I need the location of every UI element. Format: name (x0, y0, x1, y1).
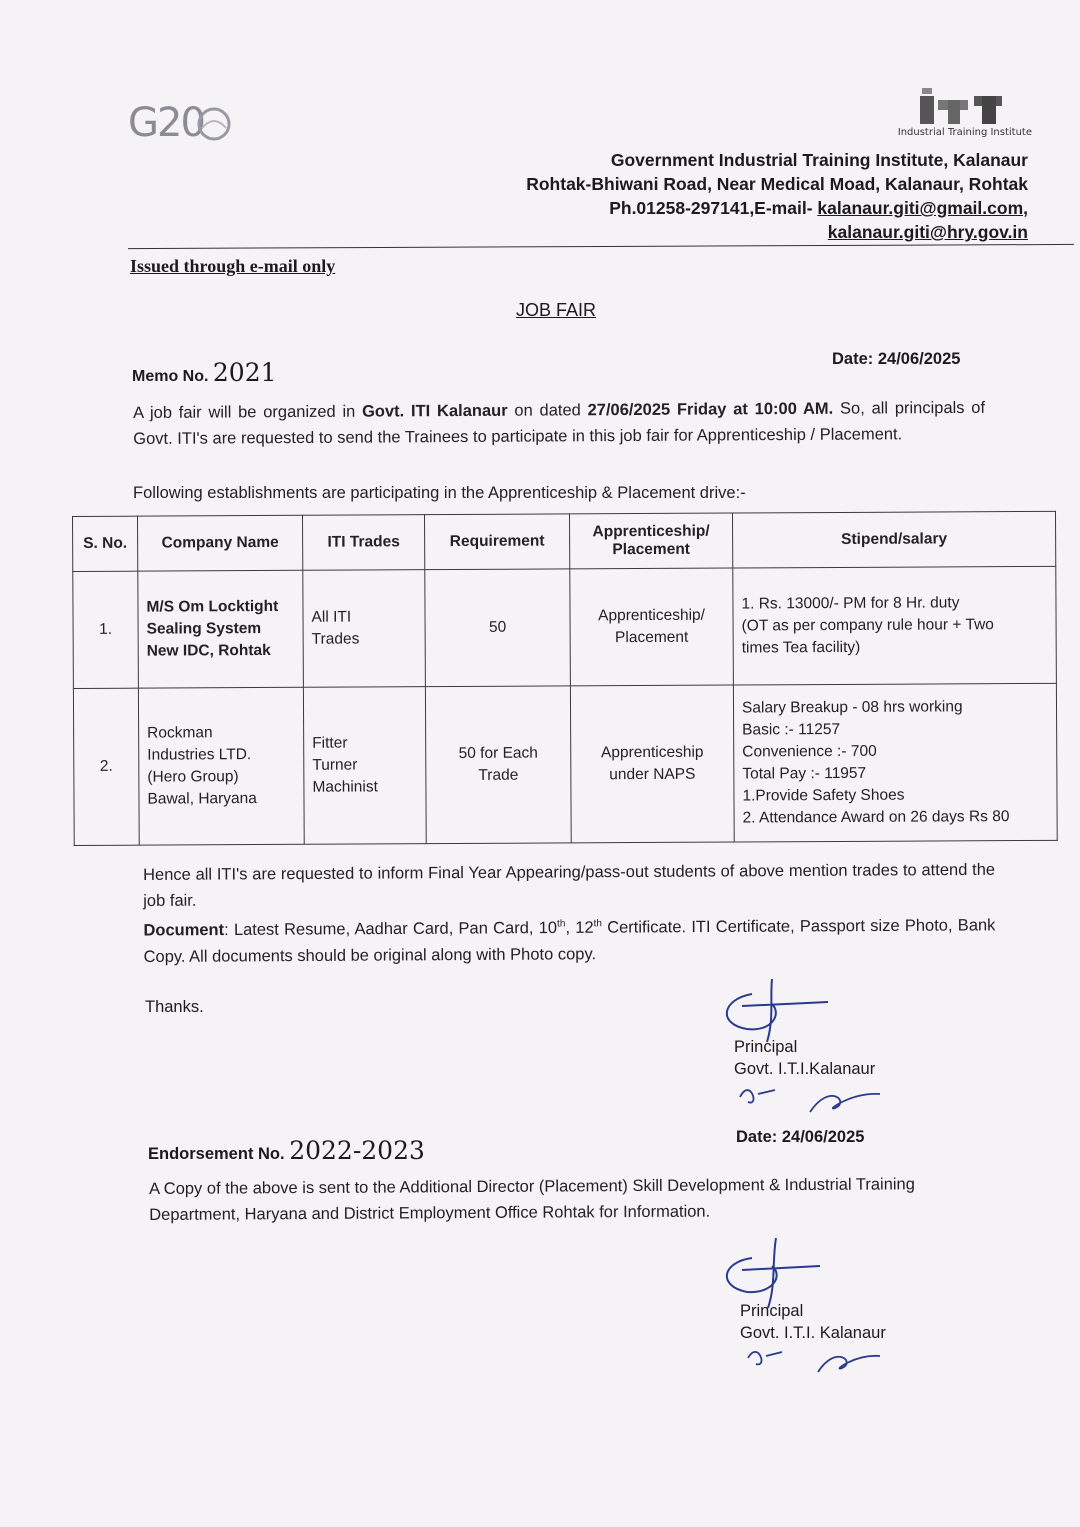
cell-sno: 1. (73, 571, 139, 688)
company-line: Sealing System (146, 620, 262, 638)
salary-line: Basic :- 11257 (742, 720, 841, 739)
company-line: Industries LTD. (147, 746, 252, 764)
endorsement-label: Endorsement No. (148, 1145, 285, 1163)
page-title: JOB FAIR (516, 300, 597, 320)
copy-to-paragraph: A Copy of the above is sent to the Additional Director (Placement) Skill Development & Industrial Training Department, Haryana and District Employment Office Rohtak for Information. (149, 1175, 915, 1224)
col-header-sno: S. No. (73, 516, 138, 571)
cell-salary (733, 683, 1057, 842)
trade-line: Fitter (312, 734, 348, 752)
table-row (73, 566, 1057, 688)
cell-requirement: 50 (425, 569, 571, 687)
instructions-paragraph (143, 857, 996, 970)
cell-type (570, 685, 734, 843)
documents-label: Document (143, 921, 225, 940)
col-header-company: Company Name (138, 515, 303, 571)
intro-text-c: on dated (507, 401, 588, 420)
institute-contact (526, 196, 1028, 220)
endorsement-value: 2022-2023 (289, 1136, 425, 1165)
col-header-requirement: Requirement (424, 514, 569, 570)
salary-line: 1.Provide Safety Shoes (742, 786, 905, 805)
company-line: New IDC, Rohtak (146, 641, 271, 660)
instructions-text: Hence all ITI's are requested to inform Final Year Appearing/pass-out students of above mention trades to attend the job fair. (143, 860, 996, 910)
cell-salary (733, 566, 1057, 685)
salary-line: Convenience :- 700 (742, 742, 877, 761)
salary-line: Total Pay :- 11957 (742, 764, 867, 783)
col-header-trades: ITI Trades (302, 515, 424, 571)
initials-mark-icon (740, 1336, 890, 1380)
cell-type (570, 568, 734, 686)
type-line: Apprenticeship/ (598, 606, 705, 625)
cell-company (138, 687, 304, 845)
col-header-type: Apprenticeship/ Placement (569, 513, 732, 569)
initials-mark-icon (730, 1072, 900, 1122)
type-line: under NAPS (609, 765, 696, 784)
table-header-row (73, 511, 1056, 571)
salary-line: (OT as per company rule hour + Two (741, 616, 994, 635)
institute-name: Government Industrial Training Institute, Kalanaur (610, 150, 1028, 170)
memo-number (132, 358, 277, 387)
cell-trades (303, 687, 426, 845)
lotus-globe-icon (194, 104, 234, 144)
iti-caption: Industrial Training Institute (897, 127, 1032, 138)
intro-paragraph (133, 395, 985, 452)
salary-line: 1. Rs. 13000/- PM for 8 Hr. duty (741, 594, 960, 613)
email-link-gmail[interactable]: kalanaur.giti@gmail.com, (817, 198, 1028, 218)
documents-text-c: Certificate. ITI Certificate, Passport size Photo, Bank Copy. All documents should be original along with Photo copy. (143, 916, 996, 966)
g20-logo (128, 100, 238, 160)
email-link-hry[interactable]: kalanaur.giti@hry.gov.in (827, 222, 1028, 242)
requirement-line: 50 for Each (458, 744, 538, 762)
salary-line: Salary Breakup - 08 hrs working (741, 698, 963, 717)
trade-line: Machinist (312, 778, 378, 796)
company-line: Bawal, Haryana (147, 790, 257, 808)
cell-sno: 2. (73, 688, 139, 845)
company-line: Rockman (147, 724, 213, 742)
institute-address (526, 148, 1028, 244)
phone-text: Ph.01258-297141,E-mail- (609, 198, 818, 218)
intro-text-e: So, all principals of Govt. ITI's are requested to send the Trainees to participate in this job fair for Apprenticeship / Placement. (133, 398, 986, 448)
salary-line: times Tea facility) (741, 638, 861, 657)
documents-sup: th (593, 918, 602, 930)
cell-company (138, 570, 304, 688)
intro-text-a: A job fair will be organized in (133, 402, 363, 422)
header-divider (128, 244, 1074, 249)
institute-street: Rohtak-Bhiwani Road, Near Medical Moad, Kalanaur, Rohtak (526, 174, 1028, 194)
documents-text-a: : Latest Resume, Aadhar Card, Pan Card, 10 (224, 918, 558, 940)
cell-trades (303, 570, 426, 688)
memo-label: Memo No. (132, 368, 209, 385)
salary-line: 2. Attendance Award on 26 days Rs 80 (742, 808, 1010, 827)
company-line: M/S Om Locktight (146, 597, 279, 616)
documents-text-b: , 12 (565, 918, 594, 937)
signatory-office: Govt. I.T.I.Kalanaur (734, 1060, 876, 1078)
type-line: Apprenticeship (600, 743, 704, 762)
trade-line: Turner (312, 756, 358, 774)
requirement-line: Trade (478, 766, 519, 784)
endorsement-number (148, 1136, 425, 1165)
closing-thanks: Thanks. (145, 998, 204, 1016)
participants-intro: Following establishments are participating in the Apprenticeship & Placement drive:- (133, 484, 746, 502)
documents-list (143, 909, 995, 970)
iti-logo-icon (916, 86, 1006, 126)
issued-note: Issued through e-mail only (130, 256, 336, 276)
intro-datetime: 27/06/2025 Friday at 10:00 AM. (587, 399, 834, 420)
establishments-table (72, 511, 1058, 846)
table-row (73, 683, 1057, 845)
signatory-office: Govt. I.T.I. Kalanaur (740, 1324, 886, 1342)
signatory-title: Principal (734, 1038, 798, 1056)
trade-line: All ITI (311, 608, 352, 626)
signatory-title: Principal (740, 1302, 804, 1320)
documents-sup: th (557, 918, 566, 930)
g20-logo-text: G20 (128, 100, 204, 146)
company-line: (Hero Group) (147, 768, 239, 786)
issue-date: Date: 24/06/2025 (832, 350, 961, 368)
type-line: Placement (614, 628, 689, 647)
col-header-salary: Stipend/salary (732, 511, 1055, 568)
endorsement-date: Date: 24/06/2025 (736, 1128, 865, 1146)
memo-value: 2021 (212, 358, 277, 387)
cell-requirement (425, 686, 571, 844)
signature-mark-icon (712, 1234, 842, 1310)
signature-mark-icon (712, 974, 842, 1044)
intro-venue: Govt. ITI Kalanaur (362, 401, 508, 421)
trade-line: Trades (311, 630, 360, 648)
